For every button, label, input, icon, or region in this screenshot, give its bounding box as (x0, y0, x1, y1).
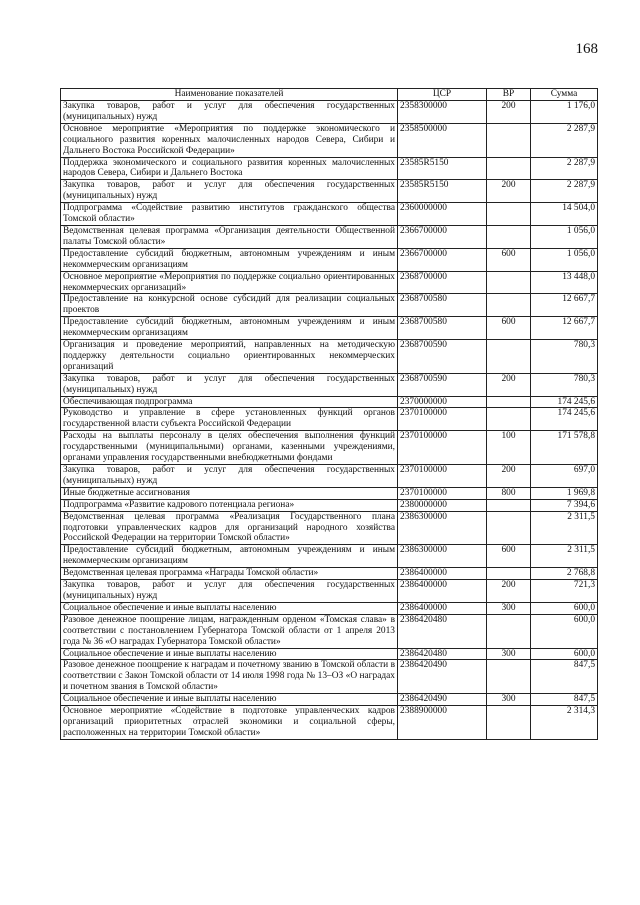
row-vr: 200 (487, 580, 531, 603)
row-csr: 2386420480 (398, 614, 487, 648)
row-csr: 2388900000 (398, 706, 487, 740)
row-csr: 2366700000 (398, 225, 487, 248)
row-csr: 2386420490 (398, 694, 487, 706)
table-row (61, 511, 598, 545)
row-sum: 2 287,9 (531, 123, 598, 157)
row-sum: 7 394,6 (531, 499, 598, 511)
table-row (61, 648, 598, 660)
row-vr: 100 (487, 431, 531, 465)
row-vr (487, 340, 531, 374)
row-vr: 600 (487, 317, 531, 340)
row-vr (487, 499, 531, 511)
row-sum: 847,5 (531, 694, 598, 706)
row-csr: 2368700590 (398, 373, 487, 396)
row-csr: 2358500000 (398, 123, 487, 157)
row-vr: 300 (487, 694, 531, 706)
row-name: Обеспечивающая подпрограмма (61, 396, 398, 408)
row-sum: 12 667,7 (531, 317, 598, 340)
row-csr: 2386420490 (398, 660, 487, 694)
table-row (61, 408, 598, 431)
row-vr: 600 (487, 248, 531, 271)
row-name: Закупка товаров, работ и услуг для обеспечения государственных (муниципальных) нужд (61, 373, 398, 396)
row-sum: 847,5 (531, 660, 598, 694)
row-vr: 600 (487, 545, 531, 568)
table-row (61, 396, 598, 408)
row-csr: 2386300000 (398, 511, 487, 545)
table-row (61, 580, 598, 603)
row-name: Социальное обеспечение и иные выплаты населению (61, 648, 398, 660)
table-row (61, 614, 598, 648)
row-sum: 171 578,8 (531, 431, 598, 465)
row-vr: 800 (487, 487, 531, 499)
table-row (61, 180, 598, 203)
row-sum: 1 176,0 (531, 101, 598, 124)
row-vr (487, 123, 531, 157)
row-csr: 2370100000 (398, 408, 487, 431)
header-csr: ЦСР (398, 89, 487, 101)
table-row (61, 660, 598, 694)
row-sum: 14 504,0 (531, 203, 598, 226)
row-name: Закупка товаров, работ и услуг для обеспечения государственных (муниципальных) нужд (61, 465, 398, 488)
row-sum: 13 448,0 (531, 271, 598, 294)
table-row (61, 248, 598, 271)
table-row (61, 602, 598, 614)
row-vr (487, 511, 531, 545)
row-vr: 300 (487, 602, 531, 614)
table-body (61, 101, 598, 740)
row-name: Подпрограмма «Содействие развитию институтов гражданского общества Томской области» (61, 203, 398, 226)
row-sum: 600,0 (531, 602, 598, 614)
row-name: Социальное обеспечение и иные выплаты населению (61, 694, 398, 706)
row-vr: 200 (487, 465, 531, 488)
row-name: Основное мероприятие «Мероприятия по поддержке экономического и социального развития коренных малочисленных народов Севера, Сибири и Дальнего Востока Российской Федерации» (61, 123, 398, 157)
table-row (61, 373, 598, 396)
row-name: Социальное обеспечение и иные выплаты населению (61, 602, 398, 614)
row-vr: 200 (487, 373, 531, 396)
row-sum: 697,0 (531, 465, 598, 488)
table-row (61, 568, 598, 580)
table-row (61, 431, 598, 465)
header-vr: ВР (487, 89, 531, 101)
row-name: Иные бюджетные ассигнования (61, 487, 398, 499)
row-sum: 1 969,8 (531, 487, 598, 499)
table-row (61, 340, 598, 374)
row-csr: 2370000000 (398, 396, 487, 408)
row-name: Закупка товаров, работ и услуг для обеспечения государственных (муниципальных) нужд (61, 180, 398, 203)
table-header-row (61, 89, 598, 101)
row-vr (487, 396, 531, 408)
table-row (61, 487, 598, 499)
row-vr (487, 157, 531, 180)
row-csr: 2370100000 (398, 487, 487, 499)
row-name: Организация и проведение мероприятий, направленных на методическую поддержку деятельности социально ориентированных некоммерческих организаций (61, 340, 398, 374)
row-name: Подпрограмма «Развитие кадрового потенциала региона» (61, 499, 398, 511)
row-sum: 721,3 (531, 580, 598, 603)
row-sum: 2 768,8 (531, 568, 598, 580)
row-vr (487, 614, 531, 648)
row-csr: 2386400000 (398, 580, 487, 603)
row-csr: 23585R5150 (398, 180, 487, 203)
row-vr (487, 225, 531, 248)
row-csr: 2386300000 (398, 545, 487, 568)
row-name: Ведомственная целевая программа «Организация деятельности Общественной палаты Томской области» (61, 225, 398, 248)
row-vr: 300 (487, 648, 531, 660)
row-csr: 2370100000 (398, 465, 487, 488)
page-number: 168 (575, 41, 598, 57)
row-sum: 12 667,7 (531, 294, 598, 317)
table-row (61, 545, 598, 568)
table-row (61, 225, 598, 248)
row-csr: 2368700590 (398, 340, 487, 374)
table-row (61, 317, 598, 340)
row-name: Предоставление субсидий бюджетным, автономным учреждениям и иным некоммерческим организациям (61, 545, 398, 568)
row-name: Предоставление субсидий бюджетным, автономным учреждениям и иным некоммерческим организациям (61, 248, 398, 271)
budget-table (60, 88, 598, 740)
row-vr (487, 271, 531, 294)
row-csr: 2358300000 (398, 101, 487, 124)
row-sum: 600,0 (531, 648, 598, 660)
row-csr: 2368700580 (398, 294, 487, 317)
row-sum: 2 311,5 (531, 545, 598, 568)
row-name: Расходы на выплаты персоналу в целях обеспечения выполнения функций государственными (муниципальными) органами, казенными учреждениями, органами управления государственными внебюджетными фондами (61, 431, 398, 465)
row-name: Руководство и управление в сфере установленных функций органов государственной власти субъекта Российской Федерации (61, 408, 398, 431)
row-sum: 780,3 (531, 373, 598, 396)
row-sum: 2 311,5 (531, 511, 598, 545)
table-row (61, 294, 598, 317)
row-name: Предоставление на конкурсной основе субсидий для реализации социальных проектов (61, 294, 398, 317)
table-row (61, 123, 598, 157)
row-name: Предоставление субсидий бюджетным, автономным учреждениям и иным некоммерческим организациям (61, 317, 398, 340)
row-name: Поддержка экономического и социального развития коренных малочисленных народов Севера, Сибири и Дальнего Востока (61, 157, 398, 180)
row-sum: 1 056,0 (531, 248, 598, 271)
row-csr: 2360000000 (398, 203, 487, 226)
table-row (61, 465, 598, 488)
row-vr (487, 294, 531, 317)
row-csr: 23585R5150 (398, 157, 487, 180)
row-name: Закупка товаров, работ и услуг для обеспечения государственных (муниципальных) нужд (61, 580, 398, 603)
table-row (61, 499, 598, 511)
table-row (61, 101, 598, 124)
row-sum: 174 245,6 (531, 396, 598, 408)
header-name: Наименование показателей (61, 89, 398, 101)
row-sum: 2 287,9 (531, 180, 598, 203)
row-csr: 2386400000 (398, 568, 487, 580)
header-sum: Сумма (531, 89, 598, 101)
table-row (61, 203, 598, 226)
row-csr: 2366700000 (398, 248, 487, 271)
row-vr (487, 706, 531, 740)
row-vr: 200 (487, 180, 531, 203)
row-csr: 2380000000 (398, 499, 487, 511)
row-csr: 2368700000 (398, 271, 487, 294)
row-name: Основное мероприятие «Содействие в подготовке управленческих кадров организаций приоритетных отраслей экономики и социальной сферы, расположенных на территории Томской области» (61, 706, 398, 740)
row-sum: 600,0 (531, 614, 598, 648)
row-vr: 200 (487, 101, 531, 124)
row-sum: 174 245,6 (531, 408, 598, 431)
row-sum: 1 056,0 (531, 225, 598, 248)
row-sum: 2 314,3 (531, 706, 598, 740)
row-csr: 2386420480 (398, 648, 487, 660)
row-csr: 2370100000 (398, 431, 487, 465)
row-csr: 2368700580 (398, 317, 487, 340)
table-row (61, 271, 598, 294)
row-name: Основное мероприятие «Мероприятия по поддержке социально ориентированных некоммерческих организаций» (61, 271, 398, 294)
table-row (61, 706, 598, 740)
row-sum: 780,3 (531, 340, 598, 374)
table-row (61, 694, 598, 706)
row-name: Ведомственная целевая программа «Реализация Государственного плана подготовки управленческих кадров для организаций народного хозяйства Российской Федерации на территории Томской области» (61, 511, 398, 545)
row-csr: 2386400000 (398, 602, 487, 614)
row-vr (487, 568, 531, 580)
row-sum: 2 287,9 (531, 157, 598, 180)
row-name: Разовое денежное поощрение лицам, награжденным орденом «Томская слава» в соответствии с постановлением Губернатора Томской области от 1 апреля 2013 года № 36 «О наградах Губернатора Томской области» (61, 614, 398, 648)
row-name: Ведомственная целевая программа «Награды Томской области» (61, 568, 398, 580)
row-vr (487, 203, 531, 226)
table-row (61, 157, 598, 180)
row-vr (487, 660, 531, 694)
row-name: Разовое денежное поощрение к наградам и почетному званию в Томской области в соответствии с Закон Томской области от 14 июля 1998 года № 13–ОЗ «О наградах и почетном звания в Томской области» (61, 660, 398, 694)
row-name: Закупка товаров, работ и услуг для обеспечения государственных (муниципальных) нужд (61, 101, 398, 124)
row-vr (487, 408, 531, 431)
